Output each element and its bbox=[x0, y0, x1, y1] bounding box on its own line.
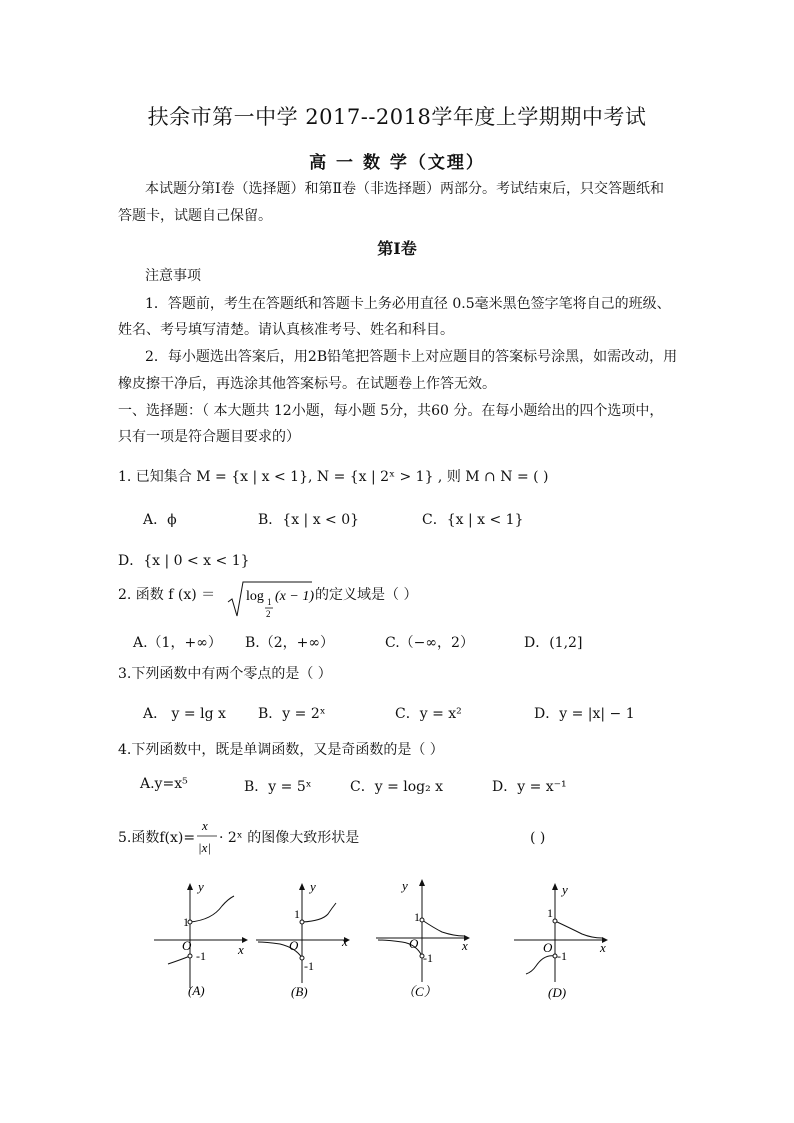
q3-option-a: A． y = lg x bbox=[143, 706, 226, 722]
q3-stem: 3.下列函数中有两个零点的是（ ） bbox=[118, 666, 332, 682]
graph-a-origin: O bbox=[182, 938, 192, 953]
q5-stem-prefix: 5.函数f(x)= bbox=[118, 830, 196, 846]
q4-option-a: A.y=x⁵ bbox=[140, 776, 188, 792]
graph-d-x-label: x bbox=[600, 940, 606, 955]
graph-b-tick-neg1: -1 bbox=[304, 959, 314, 973]
q5-answer-paren: ( ) bbox=[530, 830, 546, 846]
graph-a-tick-1: 1 bbox=[183, 915, 189, 929]
graph-a-y-label: y bbox=[198, 879, 204, 894]
graph-d-origin: O bbox=[543, 940, 553, 955]
part-one-line-2: 只有一项是符合题目要求的） bbox=[118, 429, 300, 445]
q2-option-a: A.（1，+∞） bbox=[133, 635, 222, 651]
q2-stem-prefix: 2. 函数 f (x) ＝ bbox=[118, 587, 216, 603]
q2-stem-suffix: 的定义域是（ ） bbox=[315, 587, 418, 603]
graph-b-y-label: y bbox=[310, 879, 316, 894]
notes-heading: 注意事项 bbox=[145, 268, 201, 284]
q1-option-d: D．{x | 0 < x < 1} bbox=[118, 553, 250, 569]
exam-title: 扶余市第一中学 2017--2018学年度上学期期中考试 bbox=[147, 105, 647, 129]
graph-c-origin: O bbox=[409, 936, 419, 951]
graph-d-y-label: y bbox=[562, 882, 568, 897]
graph-b-origin: O bbox=[289, 938, 299, 953]
q5-frac-den: |x| bbox=[198, 840, 211, 855]
q5-graph-d bbox=[510, 880, 615, 1005]
note-2-line-2: 橡皮擦干净后，再选涂其他答案标号。在试题卷上作答无效。 bbox=[118, 376, 496, 392]
q4-stem: 4.下列函数中，既是单调函数，又是奇函数的是（ ） bbox=[118, 742, 444, 758]
q4-option-b: B．y = 5ˣ bbox=[244, 779, 312, 795]
graph-a-caption: (A) bbox=[188, 983, 205, 998]
q5-frac-num: x bbox=[202, 818, 208, 833]
q2-sqrt-log-expression bbox=[226, 578, 314, 620]
graph-d-tick-1: 1 bbox=[547, 906, 553, 920]
q2-log-base-den: 2 bbox=[266, 609, 271, 619]
q3-option-b: B．y = 2ˣ bbox=[258, 706, 326, 722]
note-2-line-1: 2．每小题选出答案后，用2B铅笔把答题卡上对应题目的答案标号涂黑，如需改动，用 bbox=[145, 349, 678, 365]
q2-log-arg: (x − 1) bbox=[275, 589, 314, 604]
q2-option-b: B.（2，+∞） bbox=[245, 635, 335, 651]
graph-a-x-label: x bbox=[238, 942, 244, 957]
q3-option-c: C．y = x² bbox=[395, 706, 462, 722]
intro-line-2: 答题卡，试题自己保留。 bbox=[118, 208, 272, 224]
part-one-line-1: 一、选择题：（ 本大题共 12小题，每小题 5分，共60 分。在每小题给出的四个选项中， bbox=[118, 403, 664, 419]
graph-d-tick-neg1: -1 bbox=[557, 949, 567, 963]
q1-option-c: C．{x | x < 1} bbox=[422, 512, 524, 528]
q4-option-d: D．y = x⁻¹ bbox=[492, 779, 567, 795]
graph-c-caption: （C） bbox=[402, 984, 437, 999]
graph-b-caption: (B) bbox=[291, 984, 308, 999]
intro-line-1: 本试题分第Ⅰ卷（选择题）和第Ⅱ卷（非选择题）两部分。考试结束后，只交答题纸和 bbox=[145, 181, 665, 197]
q5-stem-mid: · 2ˣ 的图像大致形状是 bbox=[219, 830, 360, 846]
q3-option-d: D．y = |x| − 1 bbox=[534, 706, 635, 722]
q4-option-c: C．y = log₂ x bbox=[350, 779, 444, 795]
q2-option-d: D．(1,2] bbox=[524, 635, 583, 651]
q1-option-a: A．ϕ bbox=[143, 512, 177, 528]
q1-stem: 1. 已知集合 M = {x | x < 1}, N = {x | 2ˣ > 1} , 则 M ∩ N = ( ) bbox=[118, 469, 549, 485]
q5-fraction bbox=[196, 815, 218, 859]
q5-graph-c bbox=[372, 874, 477, 999]
graph-c-x-label: x bbox=[462, 938, 468, 953]
graph-c-tick-neg1: -1 bbox=[423, 951, 433, 965]
section-title: 第Ⅰ卷 bbox=[377, 239, 417, 258]
q2-log-text: log bbox=[246, 589, 264, 604]
exam-subtitle: 高 一 数 学（文理） bbox=[309, 153, 485, 173]
q5-graph-b bbox=[252, 878, 352, 1003]
graph-b-x-label: x bbox=[342, 934, 348, 949]
q5-graph-a bbox=[150, 878, 250, 1003]
graph-d-caption: (D) bbox=[548, 985, 567, 1000]
q2-option-c: C.（−∞，2） bbox=[385, 635, 474, 651]
graph-c-y-label: y bbox=[402, 878, 408, 893]
note-1-line-1: 1．答题前，考生在答题纸和答题卡上务必用直径 0.5毫米黑色签字笔将自己的班级、 bbox=[145, 296, 671, 312]
graph-b-tick-1: 1 bbox=[294, 907, 300, 921]
graph-c-tick-1: 1 bbox=[414, 910, 420, 924]
q1-option-b: B．{x | x < 0} bbox=[258, 512, 360, 528]
q2-log-base-num: 1 bbox=[267, 597, 272, 607]
graph-a-tick-neg1: -1 bbox=[196, 949, 206, 963]
note-1-line-2: 姓名、考号填写清楚。请认真核准考号、姓名和科目。 bbox=[118, 322, 454, 338]
